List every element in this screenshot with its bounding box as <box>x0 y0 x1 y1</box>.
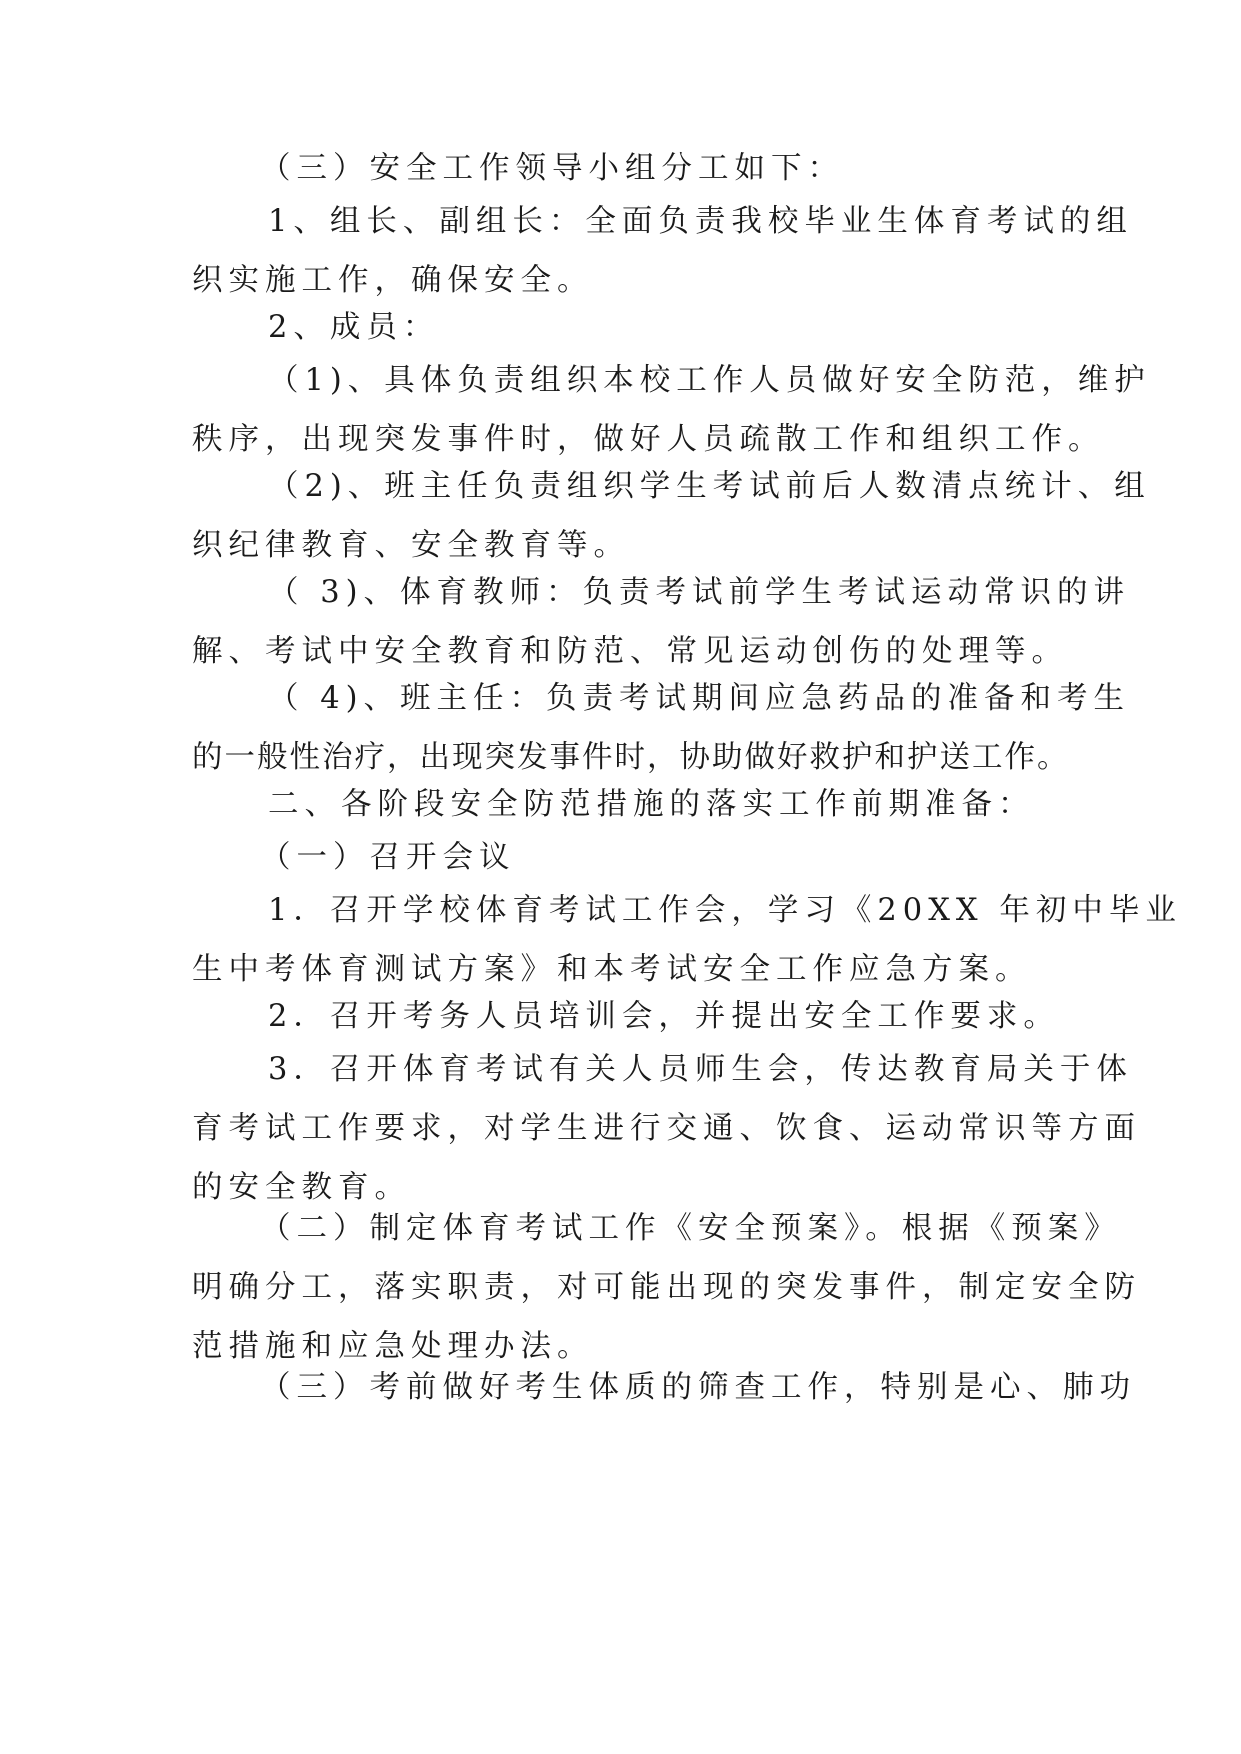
text-line: 的安全教育。 <box>192 1170 411 1205</box>
text-line: （一）召开会议 <box>260 840 516 875</box>
text-line: 1、组长、副组长：全面负责我校毕业生体育考试的组 <box>268 204 1133 239</box>
text-line: 织纪律教育、安全教育等。 <box>192 528 630 563</box>
text-line: （二）制定体育考试工作《安全预案》。根据《预案》 <box>260 1211 1121 1246</box>
text-line: （三）考前做好考生体质的筛查工作，特别是心、肺功 <box>260 1370 1136 1405</box>
text-line: （1)、具体负责组织本校工作人员做好安全防范，维护 <box>268 363 1151 398</box>
text-line: 二、各阶段安全防范措施的落实工作前期准备： <box>268 787 1035 822</box>
text-line: 秩序，出现突发事件时，做好人员疏散工作和组织工作。 <box>192 422 1105 457</box>
paragraph-meeting-3 <box>0 1040 1241 1217</box>
subsection-heading-meetings <box>0 828 1241 887</box>
paragraph-members-heading <box>0 298 1241 357</box>
text-line: 范措施和应急处理办法。 <box>192 1329 594 1364</box>
text-line: 的一般性治疗，出现突发事件时，协助做好救护和护送工作。 <box>192 740 1070 775</box>
paragraph-member-4 <box>0 669 1241 787</box>
text-line: （2)、班主任负责组织学生考试前后人数清点统计、组 <box>268 469 1151 504</box>
paragraph-member-1 <box>0 351 1241 469</box>
text-line: 育考试工作要求，对学生进行交通、饮食、运动常识等方面 <box>192 1111 1141 1146</box>
text-line: 解、考试中安全教育和防范、常见运动创伤的处理等。 <box>192 634 1068 669</box>
text-line: 织实施工作，确保安全。 <box>192 263 594 298</box>
text-line: 2、成员： <box>268 310 440 345</box>
text-line: 3．召开体育考试有关人员师生会，传达教育局关于体 <box>268 1052 1133 1087</box>
text-line: （ 3)、体育教师：负责考试前学生考试运动常识的讲 <box>268 575 1130 610</box>
paragraph-meeting-1 <box>0 881 1241 999</box>
subsection-safety-plan <box>0 1199 1241 1376</box>
text-line: （ 4)、班主任：负责考试期间应急药品的准备和考生 <box>268 681 1130 716</box>
paragraph-member-3 <box>0 563 1241 681</box>
text-line: 1．召开学校体育考试工作会，学习《20XX 年初中毕业 <box>268 893 1182 928</box>
paragraph-meeting-2 <box>0 987 1241 1046</box>
paragraph-leader-duties <box>0 192 1241 310</box>
section-heading-division <box>0 139 1241 198</box>
text-line: 明确分工，落实职责，对可能出现的突发事件，制定安全防 <box>192 1270 1141 1305</box>
text-line: 2．召开考务人员培训会，并提出安全工作要求。 <box>268 999 1060 1034</box>
section-heading-measures <box>0 775 1241 834</box>
text-line: 生中考体育测试方案》和本考试安全工作应急方案。 <box>192 952 1032 987</box>
paragraph-member-2 <box>0 457 1241 575</box>
subsection-health-screening <box>0 1358 1241 1417</box>
text-line: （三）安全工作领导小组分工如下： <box>260 151 844 186</box>
